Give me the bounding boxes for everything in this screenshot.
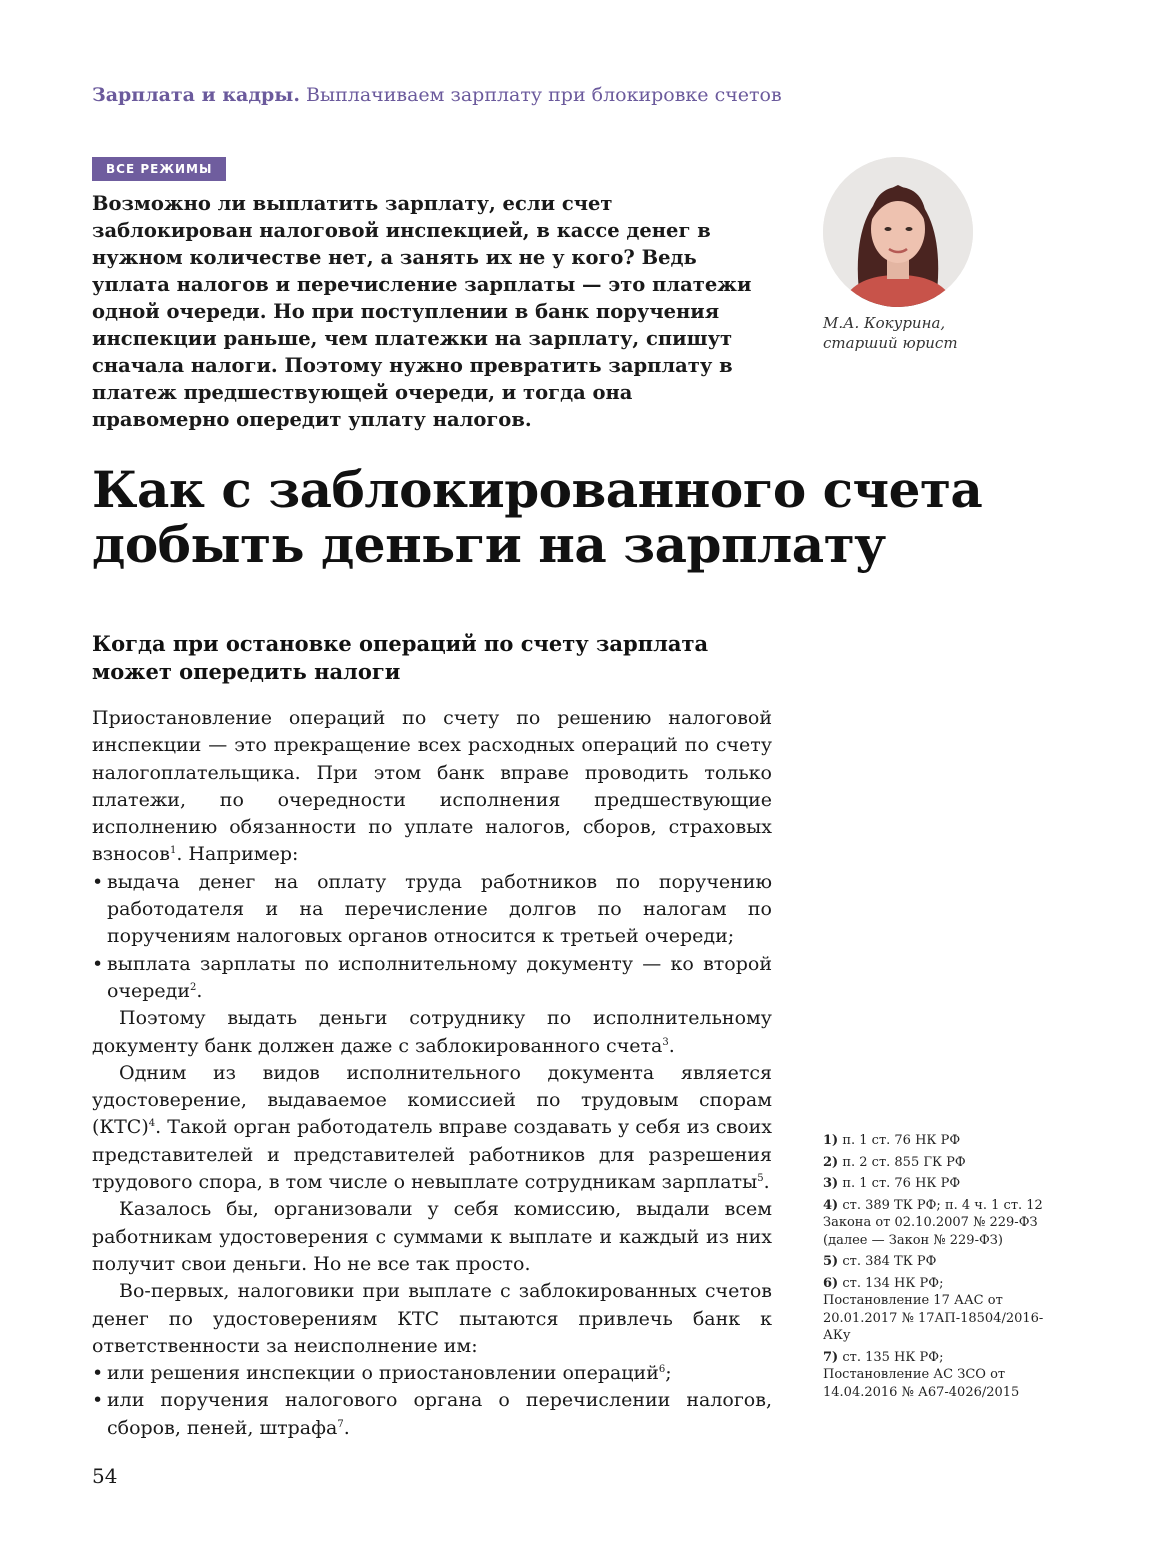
footnote: 2) п. 2 ст. 855 ГК РФ: [823, 1154, 966, 1170]
regime-badge: ВСЕ РЕЖИМЫ: [92, 157, 226, 181]
footnote: 3) п. 1 ст. 76 НК РФ: [823, 1176, 961, 1191]
footnote-ref: 2: [190, 981, 197, 993]
author-photo: [823, 157, 973, 307]
paragraph: Поэтому выдать деньги сотруднику по исполнительному документу банк должен даже с заблокированного счета$^3$.: [92, 1007, 772, 1057]
list-item: • или решения инспекции о приостановлении операций$^6$;: [92, 1360, 772, 1387]
footnote-ref: 5: [757, 1173, 764, 1185]
footnotes: [823, 1132, 1053, 1405]
article-title: Как с заблокированного счета добыть деньги на зарплату: [92, 460, 983, 574]
bullet-list: [92, 869, 772, 1005]
lead-paragraph: Возможно ли выплатить зарплату, если счет заблокирован налоговой инспекцией, в кассе денег в нужном количестве нет, а занять их не у кого? Ведь уплата налогов и перечисление зарплаты — это платежи одной очереди. Но при поступлении в банк поручения инспекции раньше, чем платежки на зарплату, спишут сначала налоги. Поэтому нужно превратить зарплату в платеж предшествующей очереди, и тогда она правомерно опередит уплату налогов.: [92, 192, 752, 431]
section-subheading: Когда при остановке операций по счету зарплата может опередить налоги: [92, 631, 709, 684]
section-name: Зарплата и кадры.: [92, 84, 300, 106]
paragraph: Казалось бы, организовали у себя комиссию, выдали всем работникам удостоверения с суммами к выплате и каждый из них получит свои деньги. Но не все так просто.: [92, 1198, 772, 1275]
author-name: М.А. Кокурина,: [823, 314, 946, 332]
list-item: • выплата зарплаты по исполнительному документу — ко второй очереди$^2$.: [92, 951, 772, 1006]
footnote-ref: 7: [337, 1418, 344, 1430]
list-item: • выдача денег на оплату труда работников по поручению работодателя и на перечисление долгов по налогам по поручениям налоговых органов относится к третьей очереди;: [92, 869, 772, 951]
author-portrait-illustration: [823, 157, 973, 307]
footnote: 5) ст. 384 ТК РФ: [823, 1254, 937, 1269]
footnote: 1) п. 1 ст. 76 НК РФ: [823, 1133, 961, 1148]
paragraph: Одним из видов исполнительного документа является удостоверение, выдаваемое комиссией по трудовым спорам (КТС)$^4$. Такой орган работодатель вправе создавать у себя из своих представителей и представителей работников для разрешения трудового спора, в том числе о невыплате сотрудникам зарплаты$^5$.: [92, 1061, 772, 1194]
list-item: • или поручения налогового органа о перечислении налогов, сборов, пеней, штрафа$^7$.: [92, 1387, 772, 1442]
footnote-ref: 4: [148, 1118, 156, 1130]
footnote-ref: 1: [169, 845, 177, 857]
author-caption: [823, 313, 958, 353]
paragraph: Приостановление операций по счету по решению налоговой инспекции — это прекращение всех расходных операций по счету налогоплательщика. При этом банк вправе проводить только платежи, по очередности исполнения предшествующие исполнению обязанности по уплате налогов, сборов, страховых взносов$^1$. Например:: [92, 707, 772, 866]
paragraph: Во-первых, налоговики при выплате с заблокированных счетов денег по удостоверениям КТС пытаются привлечь банк к ответственности за неисполнение им:: [92, 1280, 772, 1357]
bullet-list: [92, 1360, 772, 1442]
footnote: 6) ст. 134 НК РФ; Постановление 17 ААС от 20.01.2017 № 17АП-18504/2016-АКу: [823, 1275, 1044, 1343]
footnote-ref: 6: [658, 1364, 666, 1376]
page-number: 54: [92, 1464, 118, 1488]
author-position: старший юрист: [823, 334, 958, 352]
footnote: 7) ст. 135 НК РФ; Постановление АС ЗСО от 14.04.2016 № А67-4026/2015: [823, 1349, 1020, 1400]
footnote: 4) ст. 389 ТК РФ; п. 4 ч. 1 ст. 12 Закона от 02.10.2007 № 229-ФЗ (далее — Закон № 229-ФЗ): [823, 1197, 1043, 1248]
footnote-ref: 3: [662, 1036, 669, 1048]
article-body: [92, 705, 772, 1442]
section-topic: Выплачиваем зарплату при блокировке счетов: [306, 84, 782, 106]
running-head: [92, 84, 782, 106]
